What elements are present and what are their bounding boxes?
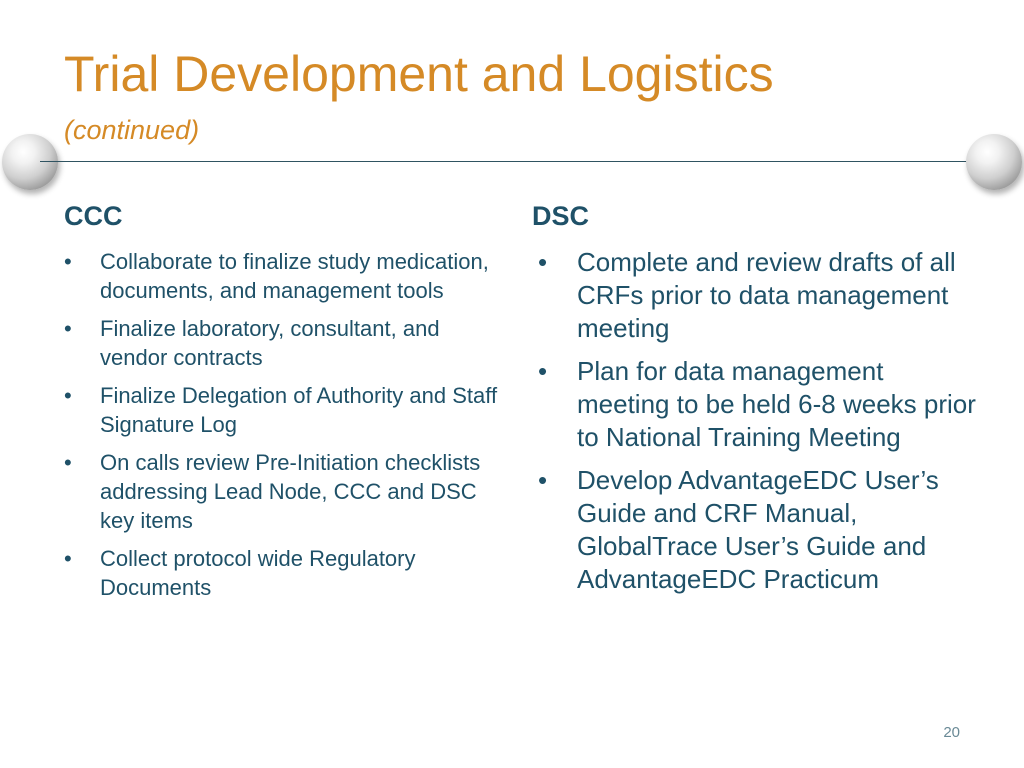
dsc-column <box>532 200 982 606</box>
bullet-icon: • <box>538 247 548 278</box>
bullet-text: Collect protocol wide Regulatory Documents <box>100 546 416 601</box>
page-number: 20 <box>943 724 960 741</box>
bullet-text: Finalize laboratory, consultant, and vendor contracts <box>100 316 440 371</box>
dsc-bullet-item <box>532 464 982 596</box>
decorative-sphere-left <box>2 134 58 190</box>
title-divider <box>40 161 984 162</box>
ccc-bullet-item <box>64 247 504 305</box>
ccc-column <box>64 200 504 611</box>
bullet-icon: • <box>64 546 72 572</box>
bullet-text: Develop AdvantageEDC User’s Guide and CRF Manual, GlobalTrace User’s Guide and AdvantageEDC Practicum <box>577 465 939 595</box>
ccc-bullet-item <box>64 448 504 535</box>
dsc-heading: DSC <box>532 201 590 231</box>
bullet-icon: • <box>538 465 548 496</box>
ccc-bullet-item <box>64 544 504 602</box>
ccc-heading: CCC <box>64 201 123 231</box>
slide-subtitle: (continued) <box>64 115 200 145</box>
dsc-bullet-item <box>532 355 982 454</box>
bullet-icon: • <box>64 316 72 342</box>
bullet-text: Plan for data management meeting to be held 6-8 weeks prior to National Training Meeting <box>577 356 976 453</box>
slide-title: Trial Development and Logistics <box>64 46 774 102</box>
bullet-icon: • <box>64 383 72 409</box>
bullet-icon: • <box>64 249 72 275</box>
bullet-text: Finalize Delegation of Authority and Staff Signature Log <box>100 383 498 438</box>
bullet-icon: • <box>64 450 72 476</box>
dsc-bullet-list <box>532 246 982 596</box>
dsc-bullet-item <box>532 246 982 345</box>
bullet-icon: • <box>538 356 548 387</box>
ccc-bullet-item <box>64 381 504 439</box>
bullet-text: On calls review Pre-Initiation checklists addressing Lead Node, CCC and DSC key items <box>100 450 481 534</box>
bullet-text: Complete and review drafts of all CRFs prior to data management meeting <box>577 247 956 344</box>
decorative-sphere-right <box>966 134 1022 190</box>
ccc-bullet-list <box>64 247 504 602</box>
bullet-text: Collaborate to finalize study medication, documents, and management tools <box>100 249 489 304</box>
ccc-bullet-item <box>64 314 504 372</box>
